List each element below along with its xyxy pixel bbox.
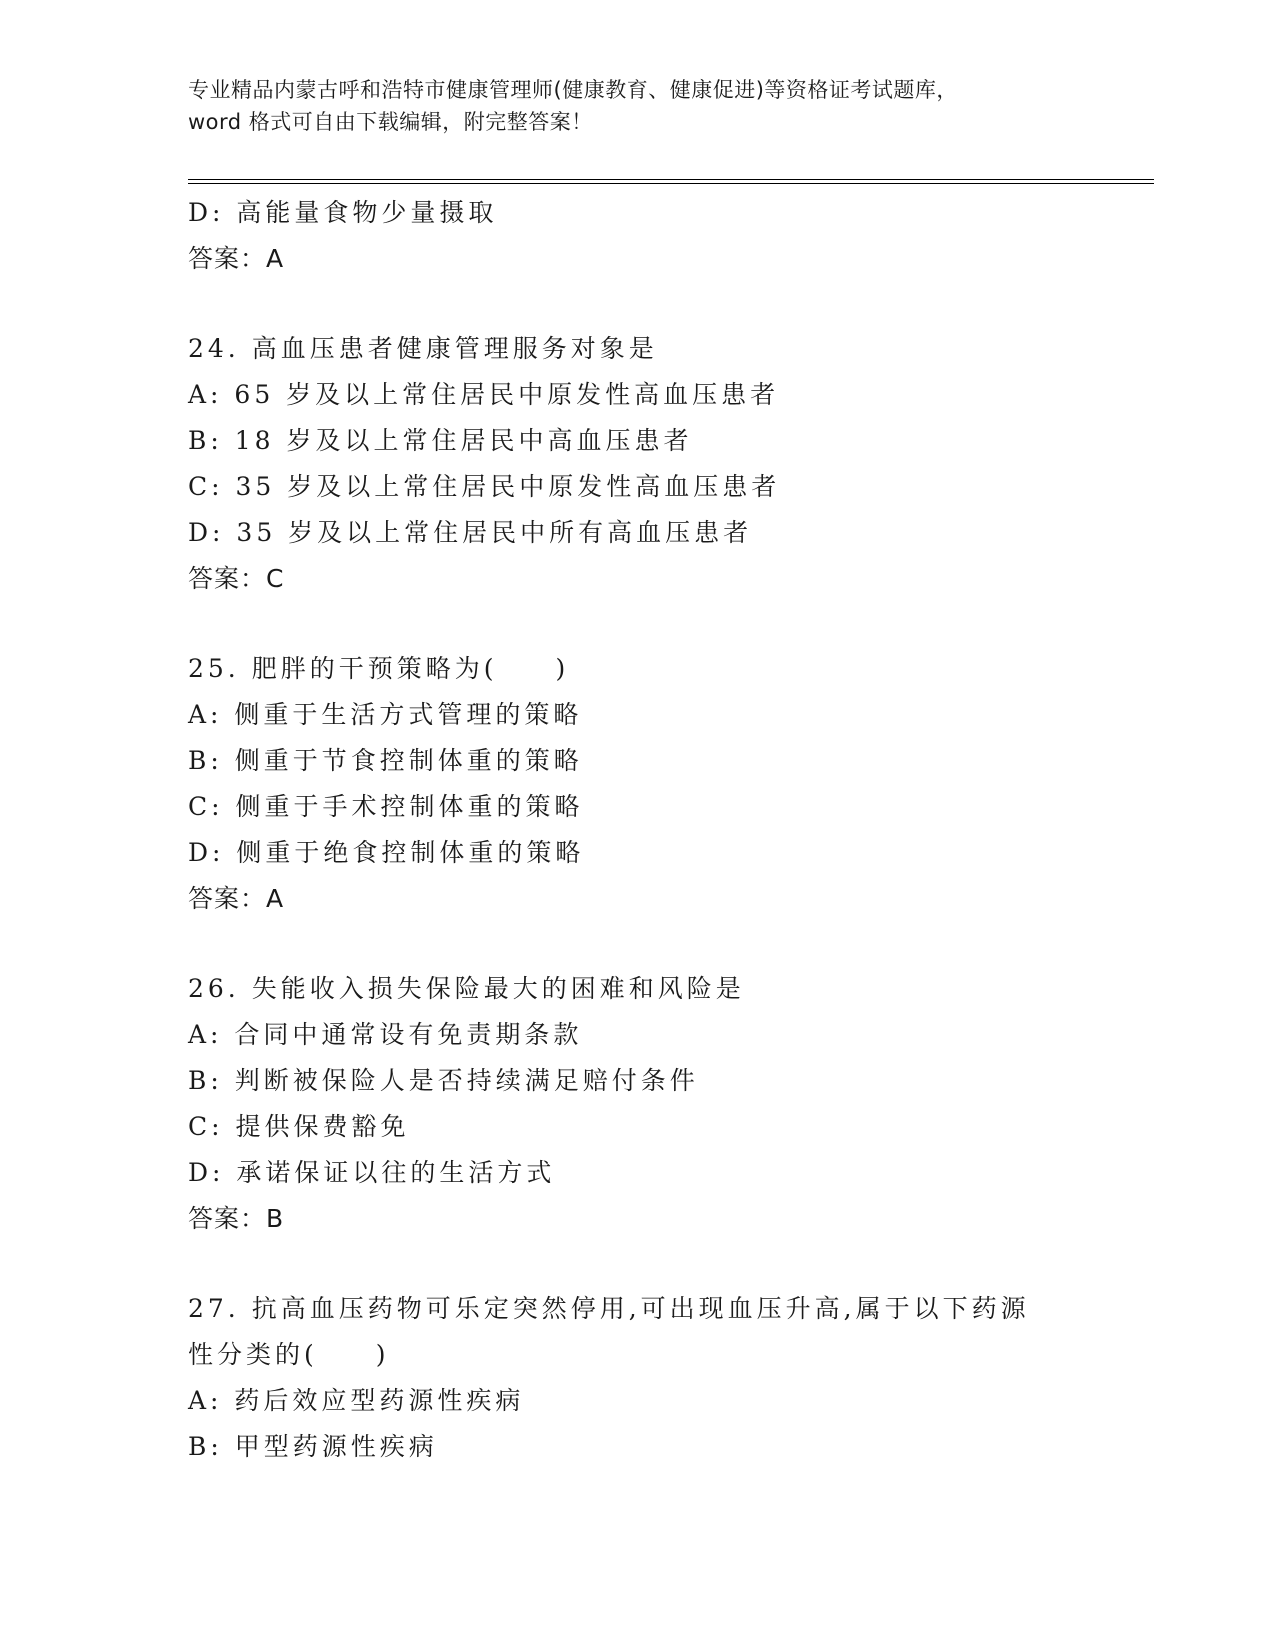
question-24-option-c: C: 35 岁及以上常住居民中原发性高血压患者 xyxy=(188,472,781,501)
question-26-option-c: C: 提供保费豁免 xyxy=(188,1112,410,1141)
question-25-option-c: C: 侧重于手术控制体重的策略 xyxy=(188,792,584,821)
answer-line: 答案：A xyxy=(188,244,285,273)
question-24-option-d: D: 35 岁及以上常住居民中所有高血压患者 xyxy=(188,518,753,547)
spacer xyxy=(188,922,1148,966)
header-divider-top xyxy=(188,179,1154,180)
page-header xyxy=(188,74,1088,138)
question-24-option-a: A: 65 岁及以上常住居民中原发性高血压患者 xyxy=(188,380,780,409)
question-27-option-b: B: 甲型药源性疾病 xyxy=(188,1432,438,1461)
question-25-text: 25. 肥胖的干预策略为( ) xyxy=(188,654,570,683)
question-27-text: 27. 抗高血压药物可乐定突然停用,可出现血压升高,属于以下药源性分类的( ) xyxy=(188,1294,1030,1369)
question-25-answer: 答案：A xyxy=(188,884,285,913)
header-title-line-2: word 格式可自由下载编辑，附完整答案！ xyxy=(188,110,593,134)
question-24-text: 24. 高血压患者健康管理服务对象是 xyxy=(188,334,658,363)
question-25-option-d: D: 侧重于绝食控制体重的策略 xyxy=(188,838,585,867)
question-25-option-a: A: 侧重于生活方式管理的策略 xyxy=(188,700,583,729)
spacer xyxy=(188,1242,1148,1286)
question-26-answer: 答案：B xyxy=(188,1204,285,1233)
question-24-option-b: B: 18 岁及以上常住居民中高血压患者 xyxy=(188,426,693,455)
spacer xyxy=(188,602,1148,646)
question-26-text: 26. 失能收入损失保险最大的困难和风险是 xyxy=(188,974,745,1003)
question-25-option-b: B: 侧重于节食控制体重的策略 xyxy=(188,746,583,775)
question-list xyxy=(188,190,1148,1470)
option-d: D: 高能量食物少量摄取 xyxy=(188,198,498,227)
question-26-option-b: B: 判断被保险人是否持续满足赔付条件 xyxy=(188,1066,699,1095)
spacer xyxy=(188,282,1148,326)
header-title-line-1: 专业精品内蒙古呼和浩特市健康管理师(健康教育、健康促进)等资格证考试题库， xyxy=(188,78,958,102)
question-26-option-d: D: 承诺保证以往的生活方式 xyxy=(188,1158,556,1187)
question-26-option-a: A: 合同中通常设有免责期条款 xyxy=(188,1020,583,1049)
header-divider-bottom xyxy=(188,183,1154,184)
question-27-option-a: A: 药后效应型药源性疾病 xyxy=(188,1386,525,1415)
question-24-answer: 答案：C xyxy=(188,564,285,593)
